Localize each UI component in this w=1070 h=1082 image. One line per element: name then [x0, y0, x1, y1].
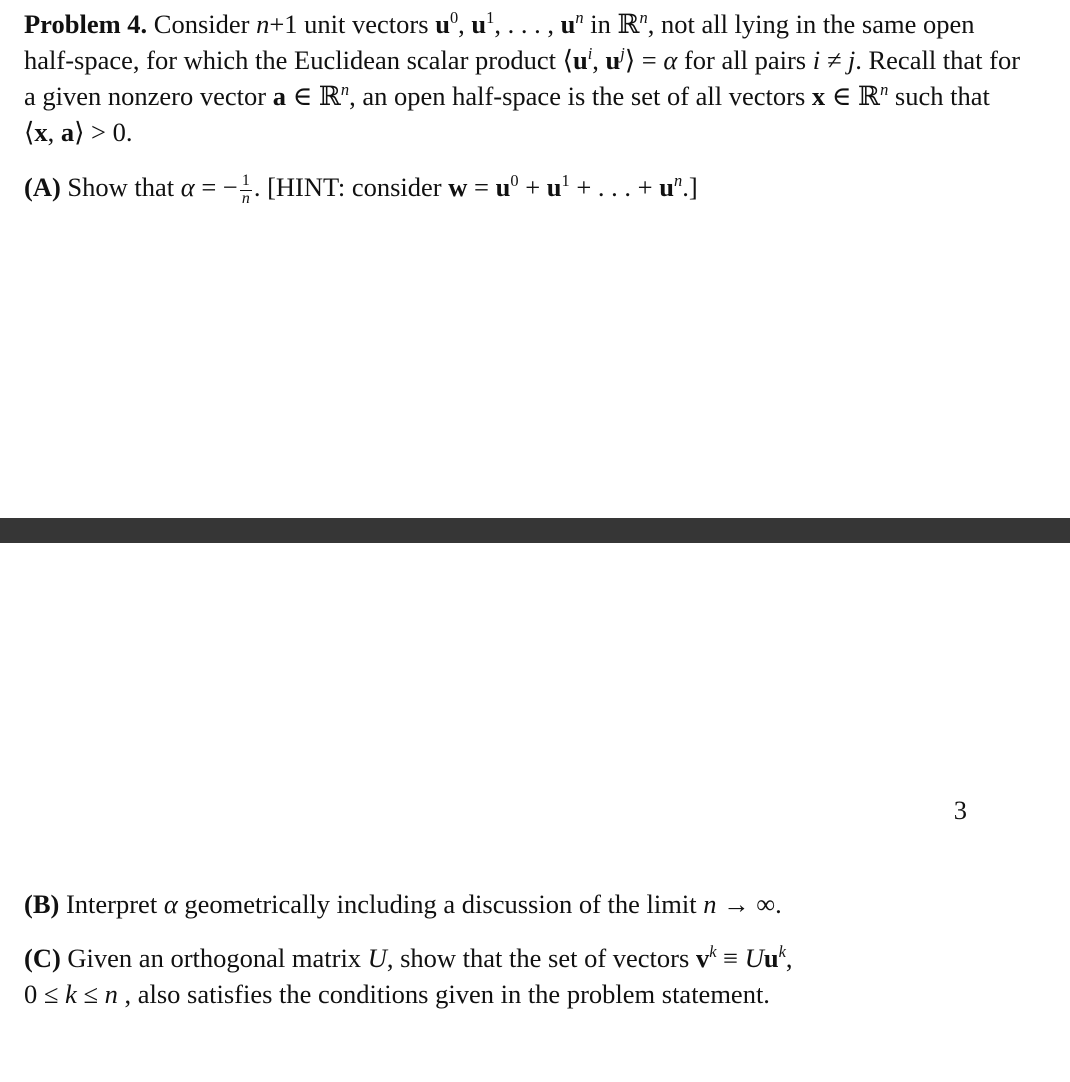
part-a-label: (A) — [24, 172, 61, 202]
fraction-one-over-n: $\frac{1}{n}$ — [241, 172, 250, 208]
page-divider — [0, 518, 1070, 543]
part-a: (A) Show that α = − $\frac{1}{n}$ . [HINT: consider $w = u^0 + u^1$ + . . . + $u^n$.] — [24, 170, 698, 208]
page-number: 3 — [953, 795, 967, 825]
part-c: (C) Given an orthogonal matrix U, show that the set of vectors $v^k \equiv Uu^k$, 0 ≤ k ≤ n , also satisfies the conditions given in the problem statement. — [24, 941, 793, 1009]
problem-heading: Problem 4. — [24, 9, 148, 39]
problem-statement: Problem 4. Consider n+1 unit vectors $u^0$, $u^1$, . . . , $u^n$ in ℝ$^n$, not all lying in the same open half-space, for which the Euclidean scalar product $⟨u^i$, $u^j⟩ = \alpha$ for all pairs i ≠ j. Recall that for a given nonzero vector a ∈ ℝ$^n$, an open half-space is the set of all vectors x ∈ ℝ$^n$ such that ⟨x, a⟩ > 0. — [24, 7, 1021, 147]
part-c-label: (C) — [24, 943, 61, 973]
part-b-label: (B) — [24, 889, 60, 919]
part-b: (B) Interpret α geometrically including a discussion of the limit n → ∞. — [24, 889, 782, 919]
page-upper — [0, 0, 1070, 518]
